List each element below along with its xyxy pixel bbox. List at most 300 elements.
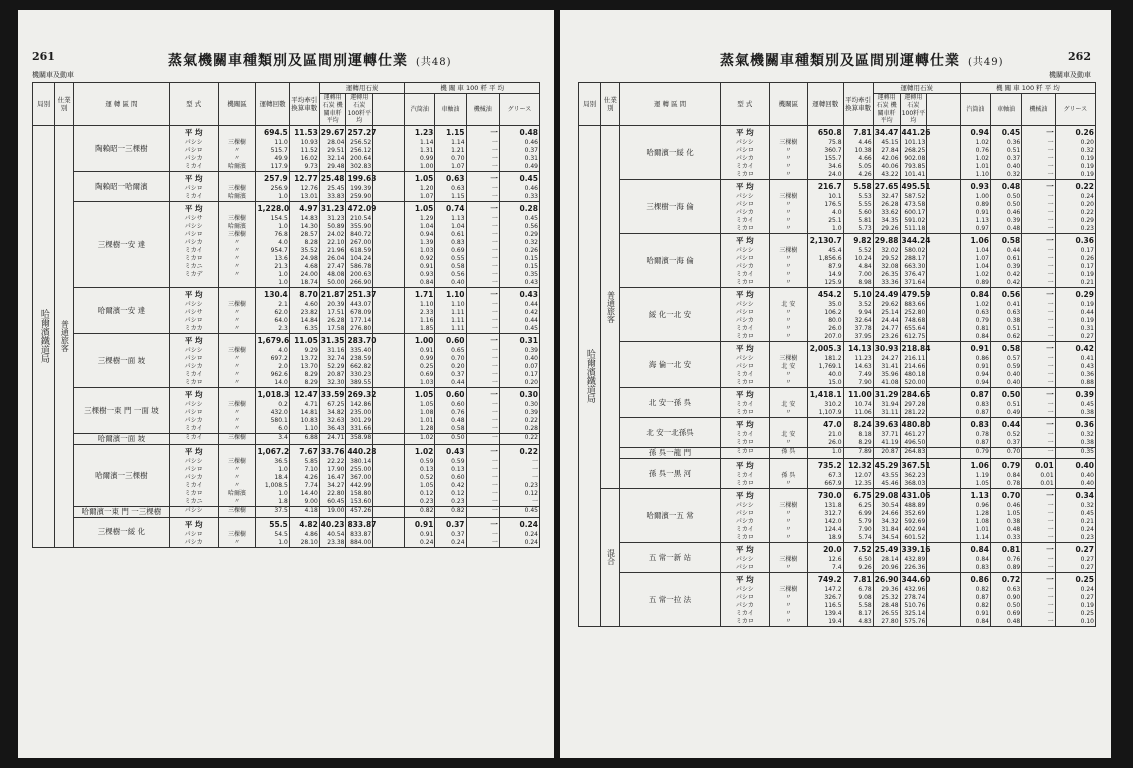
runs-cell <box>807 234 843 288</box>
grease-value: 0.36 <box>1075 420 1094 430</box>
grease-value: 0.23 <box>1080 533 1094 541</box>
header-coal-km: 運轉用石炭 機關車粁平均 <box>873 94 900 126</box>
machine-oil-value: 一 <box>1046 574 1054 584</box>
loco-type-value: パシカ <box>735 155 754 163</box>
runs-value: 55.5 <box>269 519 288 529</box>
axle-oil-value: 0.69 <box>1006 609 1021 617</box>
runs-value: 2.0 <box>278 363 288 371</box>
depot-value: 〃 <box>234 417 241 425</box>
avg-cars-value: 9.73 <box>304 163 318 171</box>
axle-oil-value: 0.63 <box>1006 585 1021 593</box>
depot-cell <box>218 517 256 547</box>
axle-oil-value: 0.40 <box>1006 163 1021 171</box>
coal-per-100km-value: 325.14 <box>904 609 926 617</box>
runs-value: 20.0 <box>823 544 842 554</box>
runs-value: 64.0 <box>274 317 288 325</box>
coal-blank-cell <box>927 342 961 388</box>
machine-oil-value: 一 <box>1046 290 1054 300</box>
header-class: 仕業別 <box>55 83 74 126</box>
depot-value: 三棵樹 <box>779 501 798 509</box>
header-coal-blank <box>373 94 405 126</box>
loco-type-value: パシロ <box>184 185 203 193</box>
cylinder-oil-value: 0.94 <box>420 231 434 239</box>
section-row <box>33 434 540 445</box>
depot-value: 〃 <box>785 517 792 525</box>
loco-type-value: ミカロ <box>184 489 203 497</box>
coal-per-km-cell <box>319 126 346 172</box>
cylinder-oil-value: 0.23 <box>420 497 434 505</box>
coal-per-km-value: 20.39 <box>327 301 345 309</box>
runs-value: 147.2 <box>824 585 842 593</box>
section-row <box>33 388 540 434</box>
avg-cars-cell <box>843 342 873 388</box>
depot-value: 〃 <box>785 163 792 171</box>
axle-oil-value: 0.79 <box>1001 460 1021 470</box>
runs-value: 7.4 <box>832 563 842 571</box>
section-row <box>579 126 1096 180</box>
machine-oil-value: 一 <box>491 530 498 538</box>
continuation-label: (共49) <box>968 57 1004 68</box>
axle-oil-value: 0.63 <box>451 185 465 193</box>
cylinder-oil-value: 1.01 <box>975 163 989 171</box>
coal-per-km-value: 34.35 <box>881 217 899 225</box>
machine-oil-value: 一 <box>1047 247 1054 255</box>
grease-value: 0.31 <box>524 155 538 163</box>
axle-oil-value: 0.50 <box>1006 193 1021 201</box>
loco-type-value: ミカロ <box>735 171 754 179</box>
grease-value: 0.46 <box>524 139 538 147</box>
depot-value <box>771 418 806 431</box>
cylinder-oil-value: 1.29 <box>420 215 434 223</box>
coal-per-100km-value: 199.63 <box>347 174 377 184</box>
avg-cars-value: 11.05 <box>294 336 318 346</box>
machine-oil-value: 一 <box>1047 155 1054 163</box>
coal-per-km-value: 28.14 <box>881 555 899 563</box>
avg-cars-value: 7.74 <box>304 481 318 489</box>
coal-per-100km-value: 432.89 <box>904 555 926 563</box>
coal-per-100km-value: 662.82 <box>350 363 372 371</box>
avg-cars-value: 6.99 <box>858 509 872 517</box>
machine-oil-value: 一 <box>491 371 498 379</box>
header-runs: 運轉回數 <box>807 83 843 126</box>
grease-value: 0.22 <box>519 446 538 456</box>
depot-value: 〃 <box>785 379 792 387</box>
coal-per-km-value: 22.10 <box>327 239 345 247</box>
cylinder-oil-value: 1.20 <box>420 185 434 193</box>
grease-cell <box>1055 342 1095 388</box>
grease-value: 0.38 <box>1080 409 1094 417</box>
axle-oil-value: 0.60 <box>446 390 465 400</box>
grease-cell <box>499 434 539 445</box>
axle-oil-value: 0.61 <box>451 231 465 239</box>
section-tag: 機關車及動車 <box>1049 71 1091 79</box>
loco-type-value: パシロ <box>735 563 754 571</box>
cylinder-oil-value: 1.05 <box>414 174 434 184</box>
coal-per-100km-value: 618.59 <box>350 247 372 255</box>
machine-oil-value: 一 <box>1047 163 1054 171</box>
machine-oil-value: 一 <box>1047 593 1054 601</box>
coal-per-100km-value: 218.84 <box>901 344 931 354</box>
machine-oil-value: 一 <box>1047 279 1054 287</box>
cylinder-oil-value: 0.87 <box>970 390 989 400</box>
depot-value: 〃 <box>234 147 241 155</box>
avg-cars-cell <box>843 458 873 488</box>
grease-value: 0.44 <box>524 301 538 309</box>
coal-per-100km-value: 443.07 <box>350 301 372 309</box>
runs-value: 256.9 <box>270 185 288 193</box>
loco-type-value: パシロ <box>184 231 203 239</box>
coal-per-100km-value: 402.94 <box>904 525 926 533</box>
grease-cell <box>499 444 539 506</box>
depot-value: 三棵樹 <box>228 301 247 309</box>
grease-cell <box>1055 126 1095 180</box>
grease-value: 0.36 <box>1080 371 1094 379</box>
loco-type-value: パシシ <box>735 193 754 201</box>
avg-cars-value: 23.82 <box>300 309 318 317</box>
depot-cell <box>218 388 256 434</box>
axle-oil-value: 0.50 <box>1006 601 1021 609</box>
runs-value: 45.4 <box>828 247 842 255</box>
avg-cars-value: 5.74 <box>858 533 872 541</box>
runs-value: 515.7 <box>270 147 288 155</box>
coal-blank-cell <box>927 572 961 626</box>
cylinder-oil-value: 0.91 <box>975 209 989 217</box>
avg-cars-value: 7.00 <box>858 271 872 279</box>
cylinder-oil-value: 1.06 <box>970 236 989 246</box>
machine-oil-value: 一 <box>491 247 498 255</box>
avg-cars-cell <box>843 180 873 234</box>
axle-oil-value: 0.48 <box>451 417 465 425</box>
coal-per-100km-value: 216.11 <box>904 355 926 363</box>
loco-type-value: パシカ <box>184 538 203 546</box>
coal-per-km-value: 32.47 <box>881 193 899 201</box>
avg-cars-cell <box>843 488 873 542</box>
loco-type-cell <box>720 542 769 572</box>
coal-per-100km-value: 520.00 <box>904 379 926 387</box>
depot-value <box>771 489 806 502</box>
grease-value: 0.35 <box>1080 448 1094 456</box>
runs-value: 4.0 <box>832 209 842 217</box>
axle-oil-value: 0.70 <box>451 355 465 363</box>
coal-per-km-value: 39.63 <box>874 420 899 430</box>
cylinder-oil-value: 0.86 <box>975 355 989 363</box>
avg-cars-value: 8.29 <box>304 371 318 379</box>
machine-oil-value: 一 <box>490 128 498 138</box>
avg-cars-value: 9.82 <box>853 236 872 246</box>
runs-value: 1,107.9 <box>818 409 842 417</box>
coal-blank-cell <box>373 126 405 172</box>
coal-per-100km-value: 264.83 <box>904 448 926 456</box>
coal-per-km-value: 34.82 <box>327 409 345 417</box>
avg-cars-value: 8.70 <box>299 290 318 300</box>
depot-value <box>220 288 255 301</box>
coal-per-km-value: 67.25 <box>327 401 345 409</box>
avg-cars-value: 14.63 <box>854 363 872 371</box>
runs-cell <box>807 458 843 488</box>
runs-value: 1.0 <box>278 193 288 201</box>
grease-value: 0.25 <box>1080 609 1094 617</box>
coal-per-100km-value: 344.60 <box>901 574 931 584</box>
coal-per-100km-value: 472.09 <box>347 204 377 214</box>
runs-value: 1.0 <box>278 223 288 231</box>
coal-per-km-value: 45.15 <box>881 139 899 147</box>
axle-oil-cell <box>435 388 466 434</box>
avg-cars-value: 10.93 <box>300 139 318 147</box>
avg-cars-value: 11.53 <box>294 128 318 138</box>
depot-value: 三棵樹 <box>779 355 798 363</box>
avg-cars-cell <box>289 506 319 517</box>
coal-per-100km-cell <box>346 126 377 172</box>
machine-oil-value: 一 <box>1047 255 1054 263</box>
axle-oil-value: 0.40 <box>1006 379 1021 387</box>
avg-cars-value: 10.38 <box>854 147 872 155</box>
runs-value: 15.0 <box>828 379 842 387</box>
loco-type-value: ミカロ <box>184 255 203 263</box>
depot-value: 〃 <box>234 263 241 271</box>
machine-oil-value: 0.01 <box>1040 471 1054 479</box>
coal-per-km-value: 32.74 <box>327 355 345 363</box>
coal-blank-cell <box>927 234 961 288</box>
grease-value: 0.19 <box>1080 155 1094 163</box>
cylinder-oil-value: 0.84 <box>970 290 989 300</box>
coal-per-100km-value: 883.66 <box>904 301 926 309</box>
grease-value: 0.27 <box>1080 555 1094 563</box>
cylinder-oil-value: 1.02 <box>420 434 434 442</box>
coal-per-km-cell <box>873 542 900 572</box>
cylinder-oil-value: 1.05 <box>414 390 434 400</box>
grease-value: 0.29 <box>1080 217 1094 225</box>
section-name: 哈爾濱一三棵樹 <box>74 444 170 506</box>
cylinder-oil-value: 0.83 <box>975 401 989 409</box>
grease-value: 0.28 <box>524 425 538 433</box>
grease-value: 0.20 <box>1080 201 1094 209</box>
runs-value: 87.9 <box>828 263 842 271</box>
machine-oil-cell <box>466 334 499 388</box>
loco-type-cell <box>720 418 769 448</box>
coal-per-100km-value: 902.08 <box>904 155 926 163</box>
depot-cell <box>218 506 256 517</box>
avg-cars-value: 5.10 <box>853 290 872 300</box>
cylinder-oil-value: 2.33 <box>420 309 434 317</box>
grease-value: 0.19 <box>1080 601 1094 609</box>
cylinder-oil-value: 1.02 <box>975 155 989 163</box>
depot-value: 〃 <box>785 371 792 379</box>
runs-value: 4.0 <box>278 347 288 355</box>
runs-value: 176.5 <box>824 201 842 209</box>
depot-cell <box>769 234 807 288</box>
runs-value: 1.0 <box>278 489 288 497</box>
coal-per-100km-cell <box>346 506 373 517</box>
runs-value: 21.3 <box>274 263 288 271</box>
avg-cars-cell <box>289 334 319 388</box>
depot-value: 〃 <box>785 209 792 217</box>
coal-per-100km-cell <box>346 288 377 334</box>
coal-per-100km-cell <box>346 388 377 434</box>
machine-oil-value: 一 <box>491 215 498 223</box>
runs-value: 454.2 <box>817 290 842 300</box>
coal-per-km-value: 42.06 <box>881 155 899 163</box>
coal-per-100km-value: 380.14 <box>350 457 372 465</box>
section-name: 三棵樹一面 坡 <box>74 334 170 388</box>
depot-value: 〃 <box>234 247 241 255</box>
machine-oil-cell <box>1022 458 1055 488</box>
depot-value <box>220 445 255 458</box>
grease-value: 0.34 <box>1075 490 1094 500</box>
loco-type-value: ミカイ <box>735 609 754 617</box>
cylinder-oil-cell <box>960 448 990 459</box>
operations-table <box>578 82 1096 627</box>
depot-value: 〃 <box>785 263 792 271</box>
loco-type-value: パシシ <box>184 506 203 514</box>
grease-value: 0.27 <box>1080 593 1094 601</box>
cylinder-oil-value: 1.39 <box>420 239 434 247</box>
cylinder-oil-value: 0.99 <box>420 355 434 363</box>
loco-type-value: ミカロ <box>735 533 754 541</box>
section-row <box>579 388 1096 418</box>
depot-value: 〃 <box>785 171 792 179</box>
depot-value: 北 安 <box>781 431 796 439</box>
runs-value: 80.0 <box>828 317 842 325</box>
axle-oil-cell <box>990 542 1021 572</box>
grease-value: 0.40 <box>524 355 538 363</box>
avg-cars-value: 14.81 <box>300 409 318 417</box>
coal-per-100km-value: 367.00 <box>350 473 372 481</box>
depot-value: 三棵樹 <box>228 506 247 514</box>
axle-oil-value: 0.72 <box>1001 574 1021 584</box>
axle-oil-value: 0.74 <box>446 204 465 214</box>
machine-oil-value: 一 <box>491 163 498 171</box>
avg-cars-value: 4.18 <box>304 506 318 514</box>
grease-cell <box>1055 234 1095 288</box>
loco-type-cell <box>720 342 769 388</box>
depot-value: 孫 呉 <box>781 471 796 479</box>
page-title <box>720 50 1004 70</box>
coal-per-100km-value: 257.27 <box>347 128 377 138</box>
depot-value <box>220 126 255 139</box>
machine-oil-value: 一 <box>1047 271 1054 279</box>
cylinder-oil-value: 0.93 <box>970 182 989 192</box>
coal-per-100km-value: 251.37 <box>347 290 377 300</box>
machine-oil-value: 一 <box>1047 333 1054 341</box>
coal-per-km-cell <box>873 388 900 418</box>
axle-oil-cell <box>435 288 466 334</box>
machine-oil-value: 一 <box>491 309 498 317</box>
avg-cars-value: 5.55 <box>858 201 872 209</box>
continuation-label: (共48) <box>416 57 452 68</box>
runs-value: 19.4 <box>828 617 842 625</box>
coal-blank-cell <box>927 126 961 180</box>
loco-type-value: パシロ <box>184 530 203 538</box>
machine-oil-value: 一 <box>1047 301 1054 309</box>
avg-cars-value: 8.28 <box>304 239 318 247</box>
runs-value: 667.9 <box>824 479 842 487</box>
machine-oil-cell <box>1022 488 1055 542</box>
coal-per-km-value: 17.90 <box>327 465 345 473</box>
avg-cars-cell <box>289 126 319 172</box>
avg-cars-cell <box>843 388 873 418</box>
avg-cars-cell <box>843 288 873 342</box>
runs-value: 117.9 <box>270 163 288 171</box>
axle-oil-cell <box>990 288 1021 342</box>
runs-value: 694.5 <box>264 128 288 138</box>
coal-per-km-value: 30.54 <box>881 501 899 509</box>
coal-per-km-value: 21.96 <box>327 247 345 255</box>
avg-cars-value: 10.83 <box>300 417 318 425</box>
avg-cars-value: 6.25 <box>858 501 872 509</box>
depot-cell <box>218 288 256 334</box>
runs-value: 75.8 <box>828 139 842 147</box>
loco-type-value: 平 均 <box>736 544 754 554</box>
loco-type-cell <box>169 444 218 506</box>
machine-oil-value: 一 <box>491 473 498 481</box>
depot-cell <box>218 172 256 202</box>
loco-type-value: 平 均 <box>184 390 203 400</box>
coal-per-km-value: 28.48 <box>881 601 899 609</box>
coal-per-100km-value: 153.60 <box>350 497 372 505</box>
depot-value: 〃 <box>234 425 241 433</box>
runs-value: 1.0 <box>832 225 842 233</box>
depot-value: 三棵樹 <box>228 457 247 465</box>
grease-value: 0.28 <box>519 204 538 214</box>
runs-value: 139.4 <box>824 609 842 617</box>
page-right <box>560 10 1111 758</box>
depot-value: 北 安 <box>781 401 796 409</box>
runs-value: 13.6 <box>274 255 288 263</box>
axle-oil-cell <box>435 506 466 517</box>
avg-cars-value: 4.68 <box>304 263 318 271</box>
loco-type-value: ミカロ <box>735 225 754 233</box>
table-body <box>579 126 1096 627</box>
coal-blank-cell <box>373 334 405 388</box>
class-cell: 普通旅客 <box>55 126 74 548</box>
machine-oil-cell <box>1022 572 1055 626</box>
avg-cars-value: 7.89 <box>858 448 872 456</box>
axle-oil-value: 0.24 <box>451 538 465 546</box>
depot-value <box>771 126 806 139</box>
avg-cars-value: 7.90 <box>858 379 872 387</box>
avg-cars-value: 8.29 <box>304 379 318 387</box>
coal-per-100km-cell <box>900 458 931 488</box>
header-cyl: 汽筒油 <box>405 94 435 126</box>
cylinder-oil-value: 0.83 <box>970 420 989 430</box>
coal-blank-cell <box>373 288 405 334</box>
depot-value: 三棵樹 <box>228 530 247 538</box>
runs-value: 37.5 <box>274 506 288 514</box>
cylinder-oil-value: 1.13 <box>975 217 989 225</box>
runs-value: 2.1 <box>278 301 288 309</box>
axle-oil-value: 0.42 <box>451 481 465 489</box>
coal-per-km-cell <box>319 388 346 434</box>
coal-per-km-value: 20.87 <box>881 448 899 456</box>
section-row <box>579 448 1096 459</box>
loco-type-cell <box>720 458 769 488</box>
loco-type-value: ミカロ <box>735 409 754 417</box>
grease-value: 0.20 <box>1080 139 1094 147</box>
machine-oil-value: 一 <box>491 317 498 325</box>
cylinder-oil-value: 1.14 <box>420 139 434 147</box>
loco-type-value: ミカイ <box>735 217 754 225</box>
cylinder-oil-value: 0.79 <box>975 448 989 456</box>
machine-oil-value: 一 <box>491 239 498 247</box>
grease-value: 一 <box>531 457 538 465</box>
grease-cell <box>499 334 539 388</box>
machine-oil-value: 一 <box>1047 317 1054 325</box>
coal-per-100km-value: 200.63 <box>350 271 372 279</box>
cylinder-oil-value: 0.13 <box>420 465 434 473</box>
grease-value: 0.19 <box>1080 163 1094 171</box>
coal-per-km-value: 43.55 <box>881 471 899 479</box>
coal-per-km-value: 31.41 <box>881 363 899 371</box>
